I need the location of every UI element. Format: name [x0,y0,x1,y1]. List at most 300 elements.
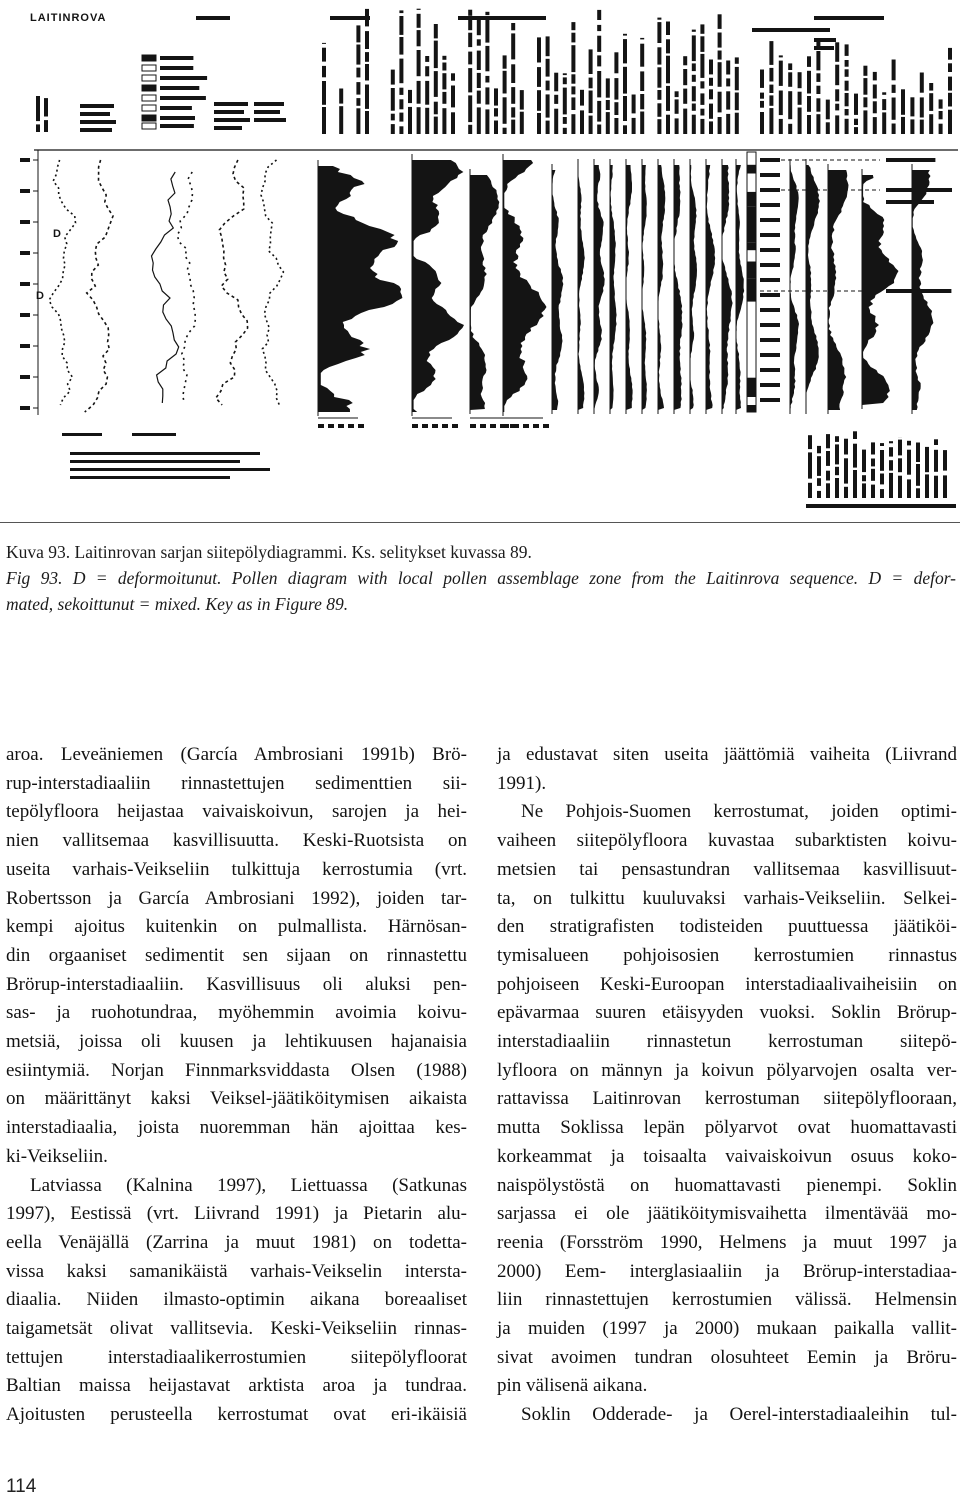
taxon-label-mark [718,62,722,87]
text-column-right [497,741,957,1430]
taxon-label-mark [434,71,438,97]
text-line: liin rinnastettujen kerrostumien välissä. Helmensin [497,1289,957,1311]
taxon-label-mark [606,78,610,97]
text-line: metsien tai pensastundran vallitsemaa kasvillisuut- [497,858,957,880]
taxon-label-mark [880,474,884,485]
text-line: aroa. Leveäniemen (García Ambrosiani 1991b) Brö- [6,744,467,765]
diagram-site-title: LAITINROVA [30,12,107,24]
lithology-segment [747,165,756,174]
taxon-label-mark [925,474,929,498]
taxon-label-mark [442,73,446,89]
scale-label-mark [432,424,438,428]
figure-caption [6,539,956,617]
taxon-label-mark [589,49,593,74]
depth-tick-label-mark [20,406,30,410]
sample-depth-mark [760,248,780,252]
taxon-label-mark [871,469,875,481]
taxon-label-mark [477,18,481,35]
taxon-label-mark [939,99,943,108]
lithology-segment [747,262,756,279]
taxon-label-mark [873,85,877,99]
text-line: Robertsson ja García Ambrosiani 1992), joiden tar- [6,887,467,909]
taxon-label-mark [606,112,610,134]
scale-label-mark [358,424,364,428]
text-line: ja edustavat siten useita jäättömiä vaiheita (Liivrand [497,744,957,765]
taxon-label-mark [571,45,575,72]
taxon-label-mark [511,87,515,104]
taxon-label-mark [494,88,498,105]
taxon-label-mark [929,114,933,134]
sample-depth-mark [760,203,780,207]
taxon-label-mark [700,81,704,88]
diagram-credit-mark [806,504,956,508]
taxon-label-mark [477,91,481,104]
text-line: nien vallitsemaa kasvillisuutta. Keski-Ruotsista on [6,830,467,852]
taxon-label-mark [816,86,820,94]
taxon-label-mark [399,16,403,35]
taxon-label-mark [863,78,867,95]
scale-label-mark [470,424,476,428]
taxon-label-mark [816,114,820,134]
taxon-label-mark [760,101,764,108]
pollen-diagram [0,0,960,520]
taxon-label-mark [845,109,849,115]
taxon-label-mark [880,450,884,471]
legend-footnote-mark [70,452,260,455]
taxon-label-mark [692,35,696,61]
depth-tick-label-mark [20,375,30,379]
taxon-label-mark [571,74,575,83]
taxon-label-mark [477,107,481,134]
taxon-label-mark [537,113,541,134]
taxon-label-mark [889,473,893,498]
figure-bottom-rule [0,522,960,523]
taxon-label-mark [365,52,369,62]
taxon-label-mark [554,95,558,104]
text-line: 1997), Eestissä (vrt. Liivrand 1991) ja Pietarin alu- [6,1203,467,1225]
scale-label-mark [338,424,344,428]
taxon-label-mark [546,81,550,91]
taxon-label-mark [683,69,687,85]
taxon-label-mark [835,89,839,101]
taxon-label-mark [399,99,403,109]
taxon-label-mark [692,30,696,32]
taxon-label-mark [854,119,858,125]
lithology-segment [747,227,756,242]
taxon-label-mark [718,51,722,60]
taxon-label-mark [816,73,820,82]
caption-finnish: Kuva 93. Laitinrovan sarjan siitepölydiagrammi. Ks. selitykset kuvassa 89. [6,542,532,562]
scale-label-mark [442,424,448,428]
taxon-label-mark [948,93,952,107]
sample-depth-mark [760,233,780,237]
taxon-label-mark [934,450,938,472]
text-line: taigametsät olivat vallitsevia. Keski-Veikseliin rinnas- [6,1318,467,1340]
taxon-label-mark [563,73,567,75]
text-line: reenia (Forsström 1990, Helmens ja muut 1997 ja [497,1231,957,1253]
series-label-mark [214,126,242,130]
taxon-label-mark [718,14,722,29]
legend-footnote-mark [70,468,270,471]
taxon-label-mark [845,119,849,134]
sample-depth-mark [760,398,780,402]
taxon-label-mark [880,443,884,446]
text-line: tepölyfloora heijastaa vaivaiskoivun, sarojen ja hei- [6,801,467,823]
scale-label-mark [480,424,486,428]
lithology-segment [747,207,756,227]
taxon-label-mark [718,92,722,113]
text-line: kempi ajoitus kuitenkin on pulmallista. Härnösan- [6,916,467,938]
header-text-mark [196,16,230,20]
taxon-label-mark [399,113,403,122]
text-line: pin välisenä aikana. [497,1375,648,1397]
taxon-label-mark [425,108,429,134]
taxon-label-mark [666,22,670,36]
taxon-label-mark [339,89,343,104]
series-label-mark [254,110,280,114]
series-label-mark [80,112,110,116]
taxon-label-mark [606,100,610,110]
taxon-label-mark [769,95,773,105]
taxon-label-mark [700,24,704,33]
taxon-label-mark [735,93,739,111]
taxon-label-mark [546,36,550,56]
legend-footnote-mark [132,433,176,436]
text-line: on määrittänyt kaksi Veiksel-jäätiköitymisen aikaista [6,1088,467,1110]
taxon-label-mark [580,90,584,106]
taxon-label-mark [614,102,618,115]
text-line: naispölystöstä on huomattavasti pienempi. Soklin [497,1174,957,1196]
taxon-label-mark [597,25,601,31]
taxon-label-mark [916,464,920,486]
text-line: metsiä, joissa oli kuusen ja lehtikuusen hajanaisia [6,1031,467,1053]
taxon-label-mark [898,458,902,472]
taxon-label-mark [835,115,839,134]
taxon-label-mark [948,63,952,72]
sample-depth-mark [760,218,780,222]
taxon-label-mark [451,86,455,108]
taxon-label-mark [934,439,938,445]
taxon-label-mark [844,487,848,498]
taxon-label-mark [675,118,679,134]
taxon-label-mark [863,97,867,107]
lithology-segment [747,378,756,397]
taxon-label-mark [735,57,739,63]
text-line: Ne Pohjois-Suomen kerrostumat, joiden optimi- [521,801,957,823]
taxon-label-mark [468,68,472,92]
taxon-label-mark [520,90,524,110]
taxon-label-mark [623,39,627,63]
taxon-label-mark [882,99,886,110]
taxon-label-mark [485,109,489,134]
taxon-label-mark [391,88,395,111]
taxon-label-mark [769,68,773,82]
legend-text-mark [160,106,192,110]
taxon-label-mark [939,124,943,134]
taxon-label-mark [709,121,713,134]
series-label-mark [214,110,244,114]
taxon-label-mark [943,450,947,471]
sample-depth-mark [760,368,780,372]
taxon-label-mark [36,124,40,132]
taxon-label-mark [365,31,369,49]
taxon-label-mark [477,39,481,45]
sample-depth-mark [760,263,780,267]
scale-label-mark [318,424,324,428]
taxon-label-mark [943,475,947,498]
text-line: sarjassa ei ole jäätiköitymisvaihetta ilmentävää mo- [497,1203,957,1225]
taxon-label-mark [571,22,575,30]
taxon-label-mark [835,444,839,464]
taxon-label-mark [434,117,438,134]
legend-footnote-mark [62,433,102,436]
text-line: diaalia. Niiden ilmasto-optimin aikana boreaaliset [6,1289,467,1311]
taxon-label-mark [477,73,481,88]
text-line: rattavissa Laitinrovan kerrostuman siitepölyflooraan, [497,1088,957,1110]
taxon-label-mark [468,125,472,134]
taxon-label-mark [807,115,811,134]
taxon-label-mark [503,128,507,134]
sample-depth-mark [760,323,780,327]
taxon-label-mark [948,77,952,91]
taxon-label-mark [826,451,830,466]
taxon-label-mark [788,63,792,70]
legend-text-mark [160,76,207,80]
taxon-label-mark [726,61,730,75]
zone-label-mark [886,158,935,162]
text-line: korkeammat ja toisaalta vaivaiskoivun osuus koko- [497,1145,957,1167]
taxon-label-mark [845,69,849,77]
taxon-label-mark [546,94,550,117]
taxon-label-mark [807,96,811,112]
taxon-label-mark [826,434,830,448]
taxon-label-mark [692,86,696,101]
taxon-label-mark [862,475,866,481]
taxon-label-mark [468,52,472,65]
text-line: useita varhais-Veikseliin tulkittuja kerrostumia (vrt. [6,858,467,880]
scale-label-mark [533,424,539,428]
taxon-label-mark [520,112,524,134]
taxon-label-mark [485,76,489,83]
taxon-label-mark [494,108,498,116]
taxon-label-mark [425,56,429,62]
taxon-label-mark [835,478,839,498]
taxon-label-mark [597,36,601,52]
taxon-label-mark [892,85,896,93]
taxon-label-mark [632,95,636,114]
text-line: tymisalueen pohjoisosien kerrostumien rinnastus [497,944,957,966]
scale-label-mark [490,424,496,428]
taxon-label-mark [399,37,403,55]
legend-text-mark [160,56,193,60]
legend-text-mark [160,96,206,100]
scale-label-mark [543,424,549,428]
scale-label-mark [422,424,428,428]
taxon-label-mark [910,97,914,116]
taxon-label-mark [907,479,911,498]
depth-tick-label-mark [20,220,30,224]
taxon-label-mark [442,92,446,104]
taxon-label-mark [640,94,644,109]
taxon-label-mark [769,41,773,65]
taxon-label-mark [485,18,489,43]
lithology-segment [747,192,756,207]
taxon-label-mark [845,60,849,67]
text-line: ta, on tulkittu kuuluvaksi varhais-Veikseliin. Selkei- [497,887,957,909]
taxon-label-mark [675,99,679,113]
taxon-label-mark [511,33,515,59]
taxon-label-mark [468,33,472,47]
taxon-label-mark [726,114,730,134]
taxon-label-mark [939,111,943,119]
series-label-mark [254,118,286,122]
taxon-label-mark [503,97,507,124]
taxon-label-mark [700,119,704,134]
depth-tick-label-mark [20,344,30,348]
taxon-label-mark [683,89,687,104]
text-line: Latviassa (Kalnina 1997), Liettuassa (Satkunas [30,1174,467,1196]
taxon-label-mark [826,483,830,498]
taxon-label-mark [597,55,601,66]
taxon-label-mark [920,73,924,93]
taxon-label-mark [700,109,704,116]
taxon-label-mark [417,14,421,28]
text-line: pohjoiseen Keski-Euroopan interstadiaalivaiheisiin on [497,973,957,995]
taxon-label-mark [675,91,679,97]
scale-label-mark [513,424,519,428]
taxon-label-mark [929,83,933,91]
taxon-label-mark [434,102,438,115]
taxon-label-mark [657,119,661,134]
text-line: mutta Soklissa lepän pölyarvot ovat huomattavasti [497,1117,957,1139]
text-line: 1991). [497,772,547,794]
taxon-label-mark [468,95,472,122]
taxon-label-mark [657,90,661,100]
legend-footnote-mark [70,460,240,463]
taxon-label-mark [873,72,877,81]
taxon-label-mark [709,60,713,75]
taxon-label-mark [399,88,403,95]
lithology-segment [747,405,756,412]
taxon-label-mark [597,125,601,135]
taxon-label-mark [597,71,601,97]
sample-depth-mark [760,308,780,312]
taxon-label-mark [863,66,867,76]
taxon-label-mark [442,56,446,60]
taxon-label-mark [880,489,884,498]
taxon-label-mark [807,71,811,94]
legend-symbol [142,115,156,121]
taxon-label-mark [683,56,687,65]
taxon-label-mark [391,114,395,121]
series-label-mark [214,102,248,106]
taxon-label-mark [844,458,848,483]
taxon-label-mark [898,476,902,498]
text-line: tettujen interstadiaalikerrostumien siitepölyfloorat [6,1346,467,1368]
taxon-label-mark [44,98,48,116]
taxon-label-mark [322,107,326,134]
taxon-label-mark [503,55,507,68]
taxon-label-mark [666,86,670,111]
taxon-label-mark [700,54,704,78]
taxon-label-mark [356,82,360,95]
taxon-label-mark [700,93,704,105]
taxon-label-mark [916,488,920,498]
taxon-label-mark [563,88,567,115]
taxon-label-mark [871,485,875,498]
taxon-label-mark [485,46,489,71]
taxon-label-mark [425,66,429,76]
taxon-label-mark [399,126,403,134]
text-line: ki-Veikseliin. [6,1145,108,1167]
legend-text-mark [160,66,193,70]
sample-depth-mark [760,353,780,357]
taxon-label-mark [779,61,783,86]
scale-label-mark [328,424,334,428]
taxon-label-mark [882,112,886,134]
depth-tick-label-mark [20,158,30,162]
taxon-label-mark [854,127,858,134]
taxon-label-mark [666,39,670,53]
taxon-label-mark [925,447,929,472]
text-line: vaiheen siitepölyfloora kuvastaa subarktisten koivu- [497,830,957,852]
legend-text-mark [160,86,199,90]
taxon-label-mark [907,441,911,446]
taxon-label-mark [853,444,857,468]
taxon-label-mark [779,91,783,116]
taxon-label-mark [511,120,515,134]
taxon-label-mark [356,45,360,65]
taxon-label-mark [826,100,830,120]
taxon-label-mark [871,442,875,454]
taxon-label-mark [614,52,618,73]
taxon-label-mark [322,81,326,105]
taxon-label-mark [554,73,558,92]
taxon-label-mark [468,10,472,16]
sample-depth-mark [760,383,780,387]
taxon-label-mark [808,483,812,498]
text-column-left [6,741,467,1430]
taxon-label-mark [477,51,481,70]
taxon-label-mark [816,51,820,70]
taxon-label-mark [623,34,627,36]
series-label-mark [254,102,284,106]
taxon-label-mark [826,471,830,481]
taxon-label-mark [826,122,830,134]
taxon-label-mark [417,9,421,10]
depth-tick-label-mark [20,313,30,317]
taxon-label-mark [356,25,360,42]
taxon-label-mark [623,125,627,134]
taxon-label-mark [873,101,877,113]
taxon-label-mark [666,56,670,84]
taxon-label-mark [546,121,550,134]
taxon-label-mark [692,115,696,134]
taxon-label-mark [322,48,326,62]
deformed-zone-mark: D [36,290,44,302]
taxon-label-mark [468,18,472,30]
taxon-label-mark [571,33,575,43]
taxon-label-mark [417,30,421,46]
taxon-label-mark [735,67,739,90]
taxon-label-mark [929,93,933,111]
taxon-label-mark [391,70,395,85]
taxon-label-mark [882,92,886,95]
text-line: Brörup-interstadiaaliin. Kasvillisuus oli aluksi pen- [6,973,467,995]
taxon-label-mark [769,108,773,134]
caption-english-line: Fig 93. D = deformoitunut. Pollen diagram with local pollen assemblage zone from the Laitinrova sequence. D = defor- [6,568,956,588]
taxon-label-mark [718,33,722,48]
